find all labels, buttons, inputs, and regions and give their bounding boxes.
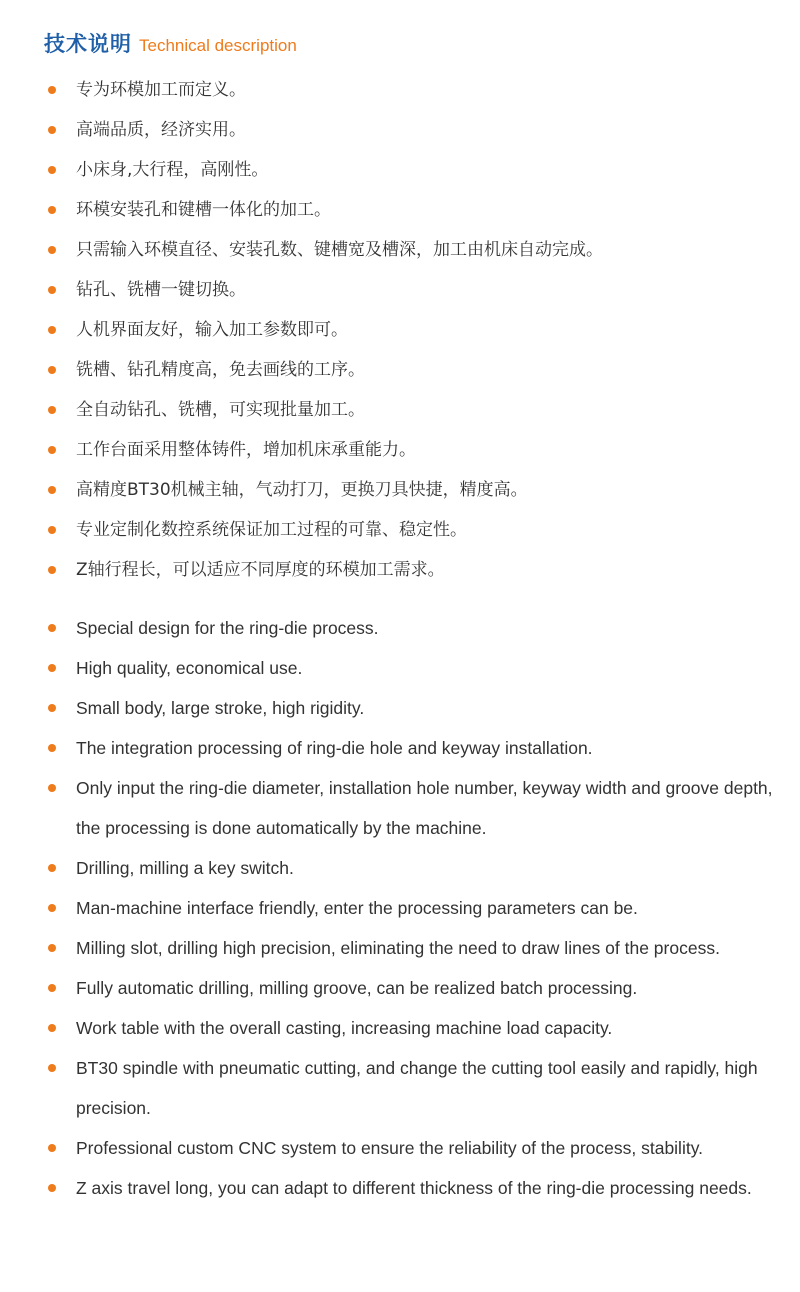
- list-item: [0, 1008, 800, 1048]
- list-item-text: 铣槽、钻孔精度高，免去画线的工序。: [76, 360, 365, 380]
- list-item: [0, 1128, 800, 1168]
- bullet-dot-icon: [48, 944, 56, 952]
- bullet-dot-icon: [48, 246, 56, 254]
- list-item-text: Drilling, milling a key switch.: [76, 858, 294, 878]
- bullet-dot-icon: [48, 326, 56, 334]
- bullet-dot-icon: [48, 1184, 56, 1192]
- list-item: [0, 310, 800, 350]
- list-item: [0, 968, 800, 1008]
- bullet-dot-icon: [48, 1064, 56, 1072]
- bullet-dot-icon: [48, 664, 56, 672]
- list-item-text: Professional custom CNC system to ensure the reliability of the process, stability.: [76, 1138, 704, 1158]
- list-item: [0, 470, 800, 510]
- list-item-text: Special design for the ring-die process.: [76, 618, 379, 638]
- bullet-dot-icon: [48, 624, 56, 632]
- list-item: [0, 728, 800, 768]
- list-item-text: 环模安装孔和键槽一体化的加工。: [76, 200, 331, 220]
- list-item: [0, 768, 800, 848]
- feature-list-cn: [0, 70, 800, 590]
- list-item-text: 全自动钻孔、铣槽，可实现批量加工。: [76, 400, 365, 420]
- list-item: [0, 1048, 800, 1128]
- list-item-text: High quality, economical use.: [76, 658, 303, 678]
- list-item-text: 小床身,大行程，高刚性。: [76, 160, 269, 180]
- list-item: [0, 688, 800, 728]
- list-item: [0, 888, 800, 928]
- list-item: [0, 928, 800, 968]
- list-item-text: Z轴行程长，可以适应不同厚度的环模加工需求。: [76, 560, 445, 580]
- list-item: [0, 270, 800, 310]
- bullet-dot-icon: [48, 526, 56, 534]
- bullet-dot-icon: [48, 984, 56, 992]
- list-item-text: 专为环模加工而定义。: [76, 80, 246, 100]
- bullet-dot-icon: [48, 864, 56, 872]
- list-item-text: Small body, large stroke, high rigidity.: [76, 698, 365, 718]
- bullet-dot-icon: [48, 206, 56, 214]
- list-item-text: Milling slot, drilling high precision, eliminating the need to draw lines of the process.: [76, 938, 720, 958]
- bullet-dot-icon: [48, 86, 56, 94]
- bullet-dot-icon: [48, 366, 56, 374]
- list-item-text: Fully automatic drilling, milling groove, can be realized batch processing.: [76, 978, 638, 998]
- list-item-text: Work table with the overall casting, increasing machine load capacity.: [76, 1018, 613, 1038]
- list-item: [0, 510, 800, 550]
- list-item-text: 工作台面采用整体铸件，增加机床承重能力。: [76, 440, 416, 460]
- list-item-text: 只需输入环模直径、安装孔数、键槽宽及槽深，加工由机床自动完成。: [76, 240, 603, 260]
- section-header: [44, 28, 297, 62]
- list-item: [0, 150, 800, 190]
- list-item-text: 钻孔、铣槽一键切换。: [76, 280, 246, 300]
- list-item-text: 专业定制化数控系统保证加工过程的可靠、稳定性。: [76, 520, 467, 540]
- list-item-text: The integration processing of ring-die hole and keyway installation.: [76, 738, 593, 758]
- bullet-dot-icon: [48, 166, 56, 174]
- list-item-text: Man-machine interface friendly, enter the processing parameters can be.: [76, 898, 638, 918]
- list-item: [0, 848, 800, 888]
- list-item-text: 高端品质，经济实用。: [76, 120, 246, 140]
- bullet-dot-icon: [48, 904, 56, 912]
- bullet-dot-icon: [48, 446, 56, 454]
- bullet-dot-icon: [48, 486, 56, 494]
- list-item: [0, 350, 800, 390]
- bullet-dot-icon: [48, 126, 56, 134]
- list-item: [0, 648, 800, 688]
- list-item: [0, 608, 800, 648]
- list-item-text: 高精度BT30机械主轴，气动打刀，更换刀具快捷，精度高。: [76, 480, 528, 500]
- list-item: [0, 430, 800, 470]
- bullet-dot-icon: [48, 406, 56, 414]
- bullet-dot-icon: [48, 1144, 56, 1152]
- bullet-dot-icon: [48, 286, 56, 294]
- bullet-dot-icon: [48, 704, 56, 712]
- list-item: [0, 550, 800, 590]
- bullet-dot-icon: [48, 744, 56, 752]
- list-item: [0, 110, 800, 150]
- list-item: [0, 70, 800, 110]
- list-item: [0, 1168, 800, 1208]
- list-item-text: BT30 spindle with pneumatic cutting, and change the cutting tool easily and rapidly, high precision.: [76, 1058, 758, 1118]
- list-item: [0, 230, 800, 270]
- list-item: [0, 390, 800, 430]
- list-item-text: 人机界面友好，输入加工参数即可。: [76, 320, 348, 340]
- section-title-en: Technical description: [139, 36, 297, 55]
- feature-list-en: [0, 608, 800, 1208]
- bullet-dot-icon: [48, 784, 56, 792]
- list-item: [0, 190, 800, 230]
- list-item-text: Only input the ring-die diameter, installation hole number, keyway width and groove depth, the processing is done automatically by the machine.: [76, 778, 773, 838]
- list-item-text: Z axis travel long, you can adapt to different thickness of the ring-die processing needs.: [76, 1178, 752, 1198]
- bullet-dot-icon: [48, 1024, 56, 1032]
- bullet-dot-icon: [48, 566, 56, 574]
- section-title-cn: 技术说明: [44, 32, 132, 56]
